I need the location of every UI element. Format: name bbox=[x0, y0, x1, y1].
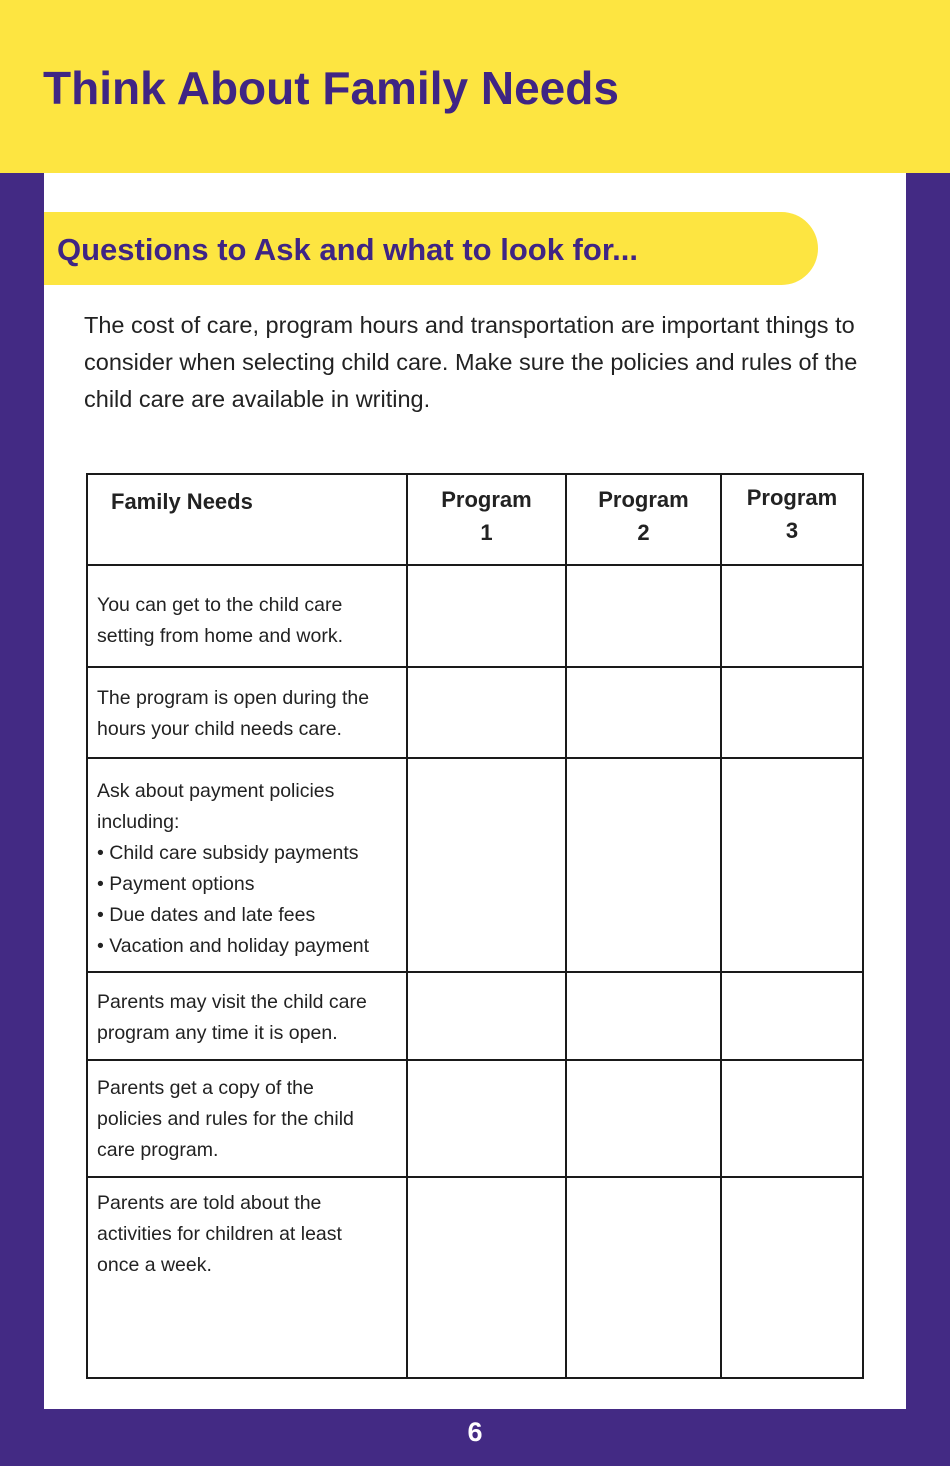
need-cell bbox=[87, 667, 407, 758]
header-program-1-label: Program bbox=[441, 487, 532, 512]
need-text-line: setting from home and work. bbox=[97, 625, 344, 647]
program-3-cell[interactable] bbox=[721, 972, 863, 1060]
program-2-cell[interactable] bbox=[566, 1060, 721, 1177]
need-cell bbox=[87, 972, 407, 1060]
need-bullet-line: • Child care subsidy payments bbox=[97, 842, 359, 864]
need-text-line: including: bbox=[97, 811, 180, 833]
need-cell bbox=[87, 1177, 407, 1378]
need-text-line: program any time it is open. bbox=[97, 1022, 338, 1044]
family-needs-table bbox=[86, 473, 864, 1379]
page-number: 6 bbox=[467, 1417, 483, 1447]
intro-paragraph: The cost of care, program hours and transportation are important things to consider when selecting child care. Make sure the policies and rules of the child care are available in writing. bbox=[84, 312, 858, 412]
table-row bbox=[87, 972, 863, 1060]
need-text-line: The program is open during the bbox=[97, 687, 370, 709]
program-3-cell[interactable] bbox=[721, 758, 863, 972]
table-row bbox=[87, 565, 863, 667]
need-bullet-line: • Due dates and late fees bbox=[97, 904, 316, 926]
header-family-needs bbox=[87, 474, 407, 565]
program-2-cell[interactable] bbox=[566, 972, 721, 1060]
program-1-cell[interactable] bbox=[407, 667, 566, 758]
header-program-2 bbox=[566, 474, 721, 565]
need-bullet-line: • Vacation and holiday payment bbox=[97, 935, 370, 957]
program-1-cell[interactable] bbox=[407, 1177, 566, 1378]
program-1-cell[interactable] bbox=[407, 758, 566, 972]
header-program-2-number: 2 bbox=[637, 520, 650, 545]
program-1-cell[interactable] bbox=[407, 972, 566, 1060]
need-text-line: once a week. bbox=[97, 1254, 212, 1276]
need-text-line: care program. bbox=[97, 1139, 219, 1161]
need-cell bbox=[87, 565, 407, 667]
need-bullet-line: • Payment options bbox=[97, 873, 255, 895]
header-family-needs-label: Family Needs bbox=[111, 489, 253, 514]
program-3-cell[interactable] bbox=[721, 667, 863, 758]
need-text-line: Parents may visit the child care bbox=[97, 991, 367, 1013]
need-text-line: policies and rules for the child bbox=[97, 1108, 354, 1130]
table-row bbox=[87, 758, 863, 972]
need-cell bbox=[87, 1060, 407, 1177]
table-row bbox=[87, 667, 863, 758]
program-2-cell[interactable] bbox=[566, 1177, 721, 1378]
need-text-line: activities for children at least bbox=[97, 1223, 342, 1245]
header-program-3-number: 3 bbox=[785, 518, 799, 543]
need-text-line: hours your child needs care. bbox=[97, 718, 342, 740]
need-text-line: Ask about payment policies bbox=[97, 780, 335, 802]
program-1-cell[interactable] bbox=[407, 1060, 566, 1177]
section-banner bbox=[44, 212, 818, 285]
program-1-cell[interactable] bbox=[407, 565, 566, 667]
table-row bbox=[87, 1177, 863, 1378]
table-header-row bbox=[87, 474, 863, 565]
header-program-3-label: Program bbox=[746, 485, 838, 510]
need-text-line: Parents get a copy of the bbox=[97, 1077, 314, 1099]
program-3-cell[interactable] bbox=[721, 1177, 863, 1378]
program-3-cell[interactable] bbox=[721, 565, 863, 667]
header-program-1-number: 1 bbox=[480, 520, 493, 545]
section-heading: Questions to Ask and what to look for... bbox=[57, 232, 639, 267]
program-2-cell[interactable] bbox=[566, 667, 721, 758]
page-title: Think About Family Needs bbox=[43, 62, 619, 114]
header-program-2-label: Program bbox=[598, 487, 689, 512]
title-banner bbox=[0, 0, 950, 173]
header-program-3 bbox=[721, 474, 863, 565]
header-program-1 bbox=[407, 474, 566, 565]
need-text-line: Parents are told about the bbox=[97, 1192, 322, 1214]
program-2-cell[interactable] bbox=[566, 758, 721, 972]
need-text-line: You can get to the child care bbox=[97, 594, 343, 616]
content-panel bbox=[44, 173, 906, 1409]
program-3-cell[interactable] bbox=[721, 1060, 863, 1177]
table-row bbox=[87, 1060, 863, 1177]
need-cell bbox=[87, 758, 407, 972]
program-2-cell[interactable] bbox=[566, 565, 721, 667]
